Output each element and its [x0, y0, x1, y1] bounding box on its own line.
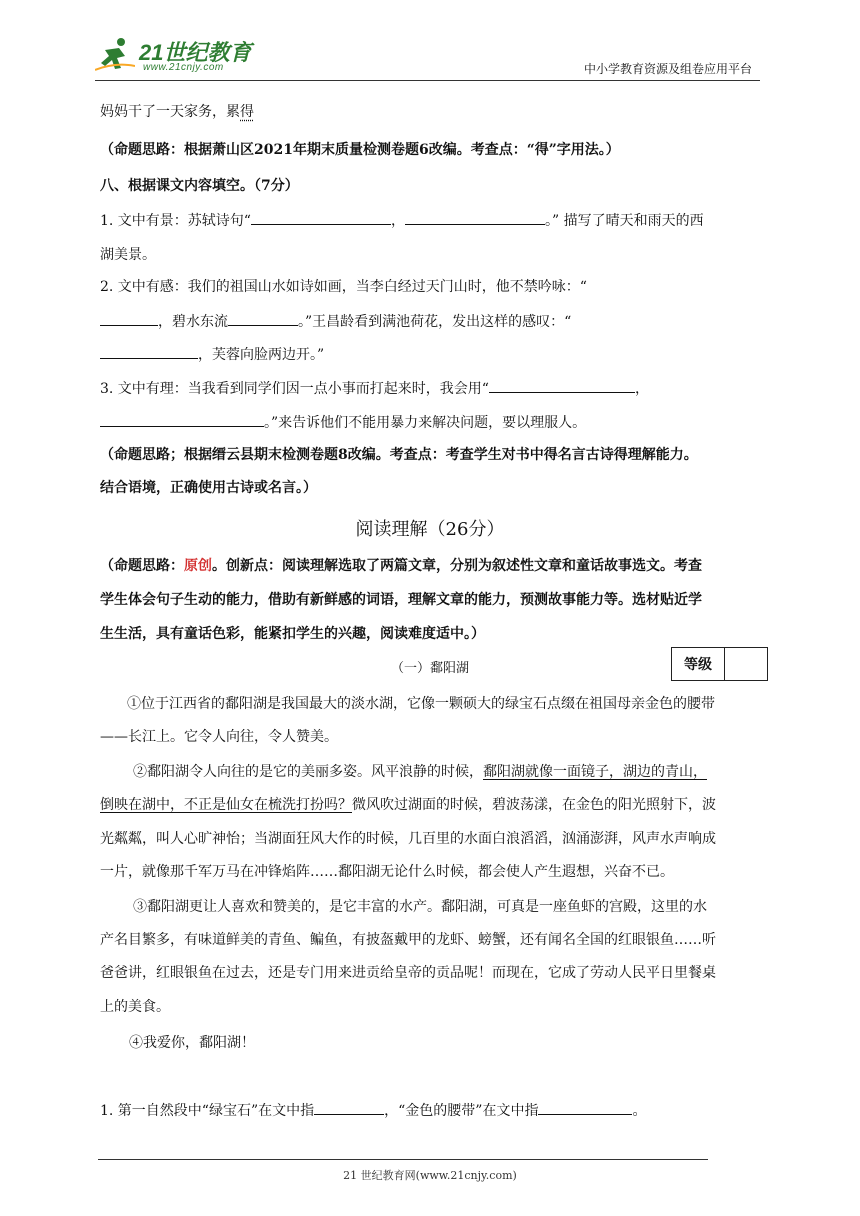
question-3-line2: 。”来告诉他们不能用暴力来解决问题，要以理服人。	[100, 411, 586, 432]
logo-subtext: www.21cnjy.com	[143, 62, 224, 73]
question-1-line1: 1. 文中有景：苏轼诗句“ ， 。” 描写了晴天和雨天的西	[100, 209, 704, 230]
answer-blank[interactable]	[228, 310, 298, 326]
answer-blank[interactable]	[314, 1099, 384, 1115]
answer-blank[interactable]	[100, 310, 158, 326]
header-divider	[95, 80, 760, 81]
emphasized-char: 得	[240, 104, 254, 120]
paragraph-1: ①位于江西省的鄱阳湖是我国最大的淡水湖，它像一颗硕大的绿宝石点缀在祖国母亲金色的腰带	[127, 696, 715, 712]
answer-blank[interactable]	[538, 1099, 632, 1115]
reading-question-1: 1. 第一自然段中“绿宝石”在文中指 ，“金色的腰带”在文中指 。	[100, 1099, 646, 1120]
logo-text: 21世纪教育	[139, 40, 252, 65]
question-2-line1: 2. 文中有感：我们的祖国山水如诗如画，当李白经过天门山时，他不禁吟咏：“	[100, 279, 587, 295]
section-title: 八、根据课文内容填空。（7分）	[100, 178, 299, 194]
question-2-line3: ，芙蓉向脸两边开。”	[100, 343, 324, 364]
design-note: （命题思路；根据缙云县期末检测卷题8改编。考查点：考查学生对书中得名言古诗得理解能力。	[100, 447, 698, 463]
question-3-line1: 3. 文中有理：当我看到同学们因一点小事而打起来时，我会用“ ，	[100, 377, 649, 398]
footer-text: 21 世纪教育网(www.21cnjy.com)	[343, 1169, 517, 1182]
underlined-sentence: 鄱阳湖就像一面镜子，湖边的青山，	[483, 764, 707, 780]
runner-logo-icon	[95, 36, 135, 72]
design-note: （命题思路：根据萧山区2021年期末质量检测卷题6改编。考查点：“得”字用法。）	[100, 142, 620, 158]
paragraph-1-cont: ——长江上。它令人向往，令人赞美。	[100, 729, 338, 745]
site-logo	[95, 32, 255, 78]
grade-cell[interactable]	[725, 648, 767, 680]
sentence-line	[100, 101, 254, 121]
reading-title: 阅读理解（26分）	[355, 519, 505, 540]
paragraph-3-cont: 产名目繁多，有味道鲜美的青鱼、鳊鱼，有披盔戴甲的龙虾、螃蟹，还有闻名全国的红眼银鱼……听	[100, 932, 716, 948]
answer-blank[interactable]	[100, 343, 198, 359]
paragraph-3-cont: 爸爸讲，红眼银鱼在过去，还是专门用来进贡给皇帝的贡品呢！而现在，它成了劳动人民平日里餐桌	[100, 965, 716, 981]
paragraph-2: ②鄱阳湖令人向往的是它的美丽多姿。风平浪静的时候，鄱阳湖就像一面镜子，湖边的青山，	[133, 764, 707, 780]
underlined-sentence: 倒映在湖中，不正是仙女在梳洗打扮吗？	[100, 797, 352, 813]
answer-blank[interactable]	[251, 209, 391, 225]
sentence-prefix: 妈妈干了一天家务，累	[100, 104, 240, 120]
paragraph-3-cont: 上的美食。	[100, 999, 170, 1015]
footer-divider	[98, 1159, 708, 1160]
question-2-line2: ，碧水东流 。”王昌龄看到满池荷花，发出这样的感叹：“	[100, 310, 571, 331]
design-note: 生生活，具有童话色彩，能紧扣学生的兴趣，阅读难度适中。）	[100, 626, 485, 642]
paragraph-3: ③鄱阳湖更让人喜欢和赞美的，是它丰富的水产。鄱阳湖，可真是一座鱼虾的宫殿，这里的水	[133, 899, 707, 915]
passage-title: （一）鄱阳湖	[390, 661, 469, 676]
design-note: 学生体会句子生动的能力，借助有新鲜感的词语，理解文章的能力，预测故事能力等。选材贴近学	[100, 592, 702, 608]
grade-box	[671, 647, 768, 681]
design-note: 结合语境，正确使用古诗或名言。）	[100, 480, 317, 496]
answer-blank[interactable]	[100, 411, 264, 427]
paragraph-4: ④我爱你，鄱阳湖！	[129, 1035, 255, 1051]
grade-label: 等级	[672, 648, 725, 680]
answer-blank[interactable]	[489, 377, 635, 393]
question-1-line2: 湖美景。	[100, 247, 156, 263]
answer-blank[interactable]	[405, 209, 545, 225]
paragraph-2-cont: 一片，就像那千军万马在冲锋焰阵……鄱阳湖无论什么时候，都会使人产生遐想，兴奋不已。	[100, 864, 674, 880]
paragraph-2-cont: 光粼粼，叫人心旷神怡；当湖面狂风大作的时候，几百里的水面白浪滔滔，汹涌澎湃，风声水声响成	[100, 831, 716, 847]
design-note: （命题思路：原创。创新点：阅读理解选取了两篇文章，分别为叙述性文章和童话故事选文。考查	[100, 558, 702, 574]
paragraph-2-cont: 倒映在湖中，不正是仙女在梳洗打扮吗？微风吹过湖面的时候，碧波荡漾，在金色的阳光照射下，波	[100, 797, 716, 813]
site-tagline: 中小学教育资源及组卷应用平台	[583, 62, 752, 76]
original-tag: 原创	[184, 558, 212, 574]
